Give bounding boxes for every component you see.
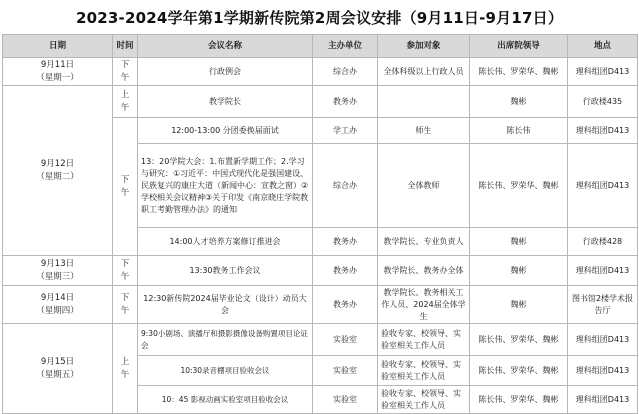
leaders-cell: 陈长伟、罗荣华、魏彬 [470, 324, 568, 356]
meeting-name-cell: 10：45 影视动画实验室项目验收会议 [138, 386, 313, 414]
date-cell [3, 86, 113, 256]
host-cell: 教务办 [313, 256, 378, 286]
leaders-cell: 陈长伟、罗荣华、魏彬 [470, 144, 568, 228]
period-cell [113, 58, 138, 86]
location-cell: 理科组团D413 [568, 144, 638, 228]
period-cell [113, 286, 138, 324]
header-attendees: 参加对象 [378, 35, 470, 58]
header-leaders: 出席院领导 [470, 35, 568, 58]
period-char: 下 [120, 292, 130, 303]
period-char: 午 [120, 369, 130, 380]
meeting-name-cell: 12:00-13:00 分团委换届面试 [138, 118, 313, 144]
host-cell: 综合办 [313, 144, 378, 228]
header-time: 时间 [113, 35, 138, 58]
period-char: 午 [120, 187, 130, 198]
date-cell [3, 324, 113, 414]
host-cell: 教务办 [313, 286, 378, 324]
location-cell: 图书馆2楼学术报告厅 [568, 286, 638, 324]
meeting-schedule-table [2, 34, 638, 414]
host-cell: 实验室 [313, 386, 378, 414]
meeting-name-cell: 13:30教务工作会议 [138, 256, 313, 286]
leaders-cell: 陈长伟、罗荣华、魏彬 [470, 386, 568, 414]
period-cell [113, 324, 138, 414]
table-row [3, 286, 638, 324]
attendees-cell: 全体教师 [378, 144, 470, 228]
date-cell [3, 58, 113, 86]
date-text: 9月11日 [40, 59, 75, 70]
attendees-cell: 教学院长、专业负责人 [378, 228, 470, 256]
leaders-cell: 陈长伟、罗荣华、魏彬 [470, 58, 568, 86]
weekday-text: （星期一） [36, 72, 79, 83]
location-cell: 行政楼428 [568, 228, 638, 256]
leaders-cell: 魏彬 [470, 286, 568, 324]
leaders-cell: 魏彬 [470, 86, 568, 118]
period-cell [113, 256, 138, 286]
period-cell [113, 118, 138, 256]
host-cell: 学工办 [313, 118, 378, 144]
host-cell: 实验室 [313, 324, 378, 356]
weekday-text: （星期三） [36, 271, 79, 282]
table-row [3, 86, 638, 118]
meeting-name-cell: 教学院长 [138, 86, 313, 118]
location-cell: 理科组团D413 [568, 256, 638, 286]
period-char: 下 [120, 59, 130, 70]
attendees-cell: 教学院长、教务相关工作人员、2024届全体学生 [378, 286, 470, 324]
meeting-name-cell: 9:30小剧场、演播厅和摄影摄像设备购置项目论证会 [138, 324, 313, 356]
leaders-cell: 陈长伟 [470, 118, 568, 144]
host-cell: 综合办 [313, 58, 378, 86]
leaders-cell: 魏彬 [470, 228, 568, 256]
attendees-cell: 师生 [378, 118, 470, 144]
period-char: 午 [120, 102, 130, 113]
header-location: 地点 [568, 35, 638, 58]
location-cell: 行政楼435 [568, 86, 638, 118]
weekday-text: （星期四） [36, 305, 79, 316]
period-char: 下 [120, 258, 130, 269]
table-row [3, 324, 638, 356]
table-row [3, 58, 638, 86]
weekday-text: （星期二） [36, 171, 79, 182]
leaders-cell: 魏彬 [470, 256, 568, 286]
location-cell: 理科组团D413 [568, 58, 638, 86]
date-cell [3, 256, 113, 286]
period-cell [113, 86, 138, 118]
attendees-cell: 验收专家、校领导、实验室相关工作人员 [378, 324, 470, 356]
period-char: 下 [120, 174, 130, 185]
date-cell [3, 286, 113, 324]
page-title: 2023-2024学年第1学期新传院第2周会议安排（9月11日-9月17日） [75, 8, 564, 27]
attendees-cell: 验收专家、校领导、实验室相关工作人员 [378, 386, 470, 414]
period-char: 上 [120, 89, 130, 100]
period-char: 午 [120, 305, 130, 316]
date-text: 9月15日 [40, 356, 75, 367]
leaders-cell: 陈长伟、罗荣华、魏彬 [470, 356, 568, 386]
header-meeting-name: 会议名称 [138, 35, 313, 58]
meeting-name-cell: 13：20学院大会：1.布置新学期工作；2.学习与研究：①习近平：中国式现代化是强国建设、民族复兴的康庄大道（新闻中心：宣教之窗）②学校相关会议精神③关于印发《南京晓庄学院教职工考勤管理办法》的通知 [138, 144, 313, 228]
meeting-name-cell: 14:00人才培养方案修订推进会 [138, 228, 313, 256]
host-cell: 实验室 [313, 356, 378, 386]
meeting-name-cell: 12:30新传院2024届毕业论文（设计）动员大会 [138, 286, 313, 324]
location-cell: 理科组团D413 [568, 386, 638, 414]
host-cell: 教务办 [313, 86, 378, 118]
date-text: 9月14日 [40, 292, 75, 303]
date-text: 9月13日 [40, 258, 75, 269]
location-cell: 理科组团D413 [568, 324, 638, 356]
period-char: 午 [120, 72, 130, 83]
date-text: 9月12日 [40, 158, 75, 169]
meeting-name-cell: 10:30录音棚项目验收会议 [138, 356, 313, 386]
attendees-cell: 教学院长、教务办全体 [378, 256, 470, 286]
attendees-cell [378, 86, 470, 118]
header-date: 日期 [3, 35, 113, 58]
table-row [3, 256, 638, 286]
period-char: 午 [120, 271, 130, 282]
attendees-cell: 全体科级以上行政人员 [378, 58, 470, 86]
header-host: 主办单位 [313, 35, 378, 58]
host-cell: 教务办 [313, 228, 378, 256]
meeting-name-cell: 行政例会 [138, 58, 313, 86]
location-cell: 理科组团D413 [568, 356, 638, 386]
attendees-cell: 验收专家、校领导、实验室相关工作人员 [378, 356, 470, 386]
period-char: 上 [120, 356, 130, 367]
header-row [3, 35, 638, 58]
weekday-text: （星期五） [36, 369, 79, 380]
location-cell: 理科组团D413 [568, 118, 638, 144]
